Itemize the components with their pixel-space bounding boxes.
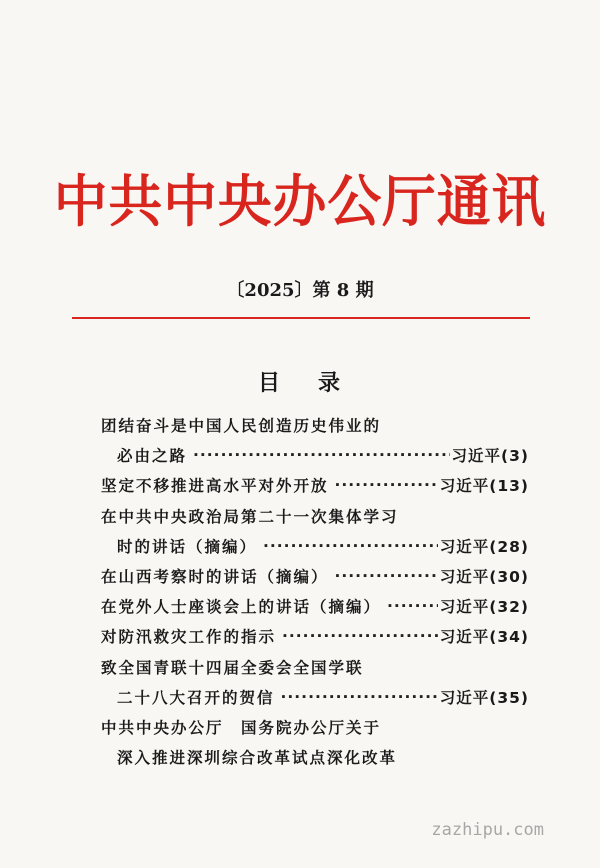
toc-leader-dots (263, 536, 438, 556)
toc-entry (101, 501, 529, 531)
toc-entry-title: 对防汛救灾工作的指示 (101, 628, 277, 647)
masthead-title: 中共中央办公厅通讯 (53, 170, 547, 235)
toc-entry (101, 682, 529, 712)
toc-leader-dots (281, 687, 438, 707)
red-divider (72, 317, 530, 319)
toc-entry-title: 在中共中央政治局第二十一次集体学习 (101, 507, 399, 526)
toc-entry-title: 团结奋斗是中国人民创造历史伟业的 (101, 417, 382, 435)
toc-entry (101, 561, 529, 591)
toc-entry-title: 二十八大召开的贺信 (117, 688, 275, 707)
toc-leader-dots (335, 566, 438, 586)
toc-entry (101, 621, 529, 651)
watermark-text: zazhipu.com (431, 820, 544, 840)
toc-entry-title: 必由之路 (117, 447, 188, 466)
toc-entry-title: 深入推进深圳综合改革试点深化改革 (117, 749, 398, 768)
issue-number: 〔2025〕第 8 期 (226, 280, 374, 301)
toc-entry (101, 712, 529, 742)
toc-entry-title: 致全国青联十四届全委会全国学联 (101, 658, 364, 677)
toc-entry-author-page: 习近平(3) (451, 447, 529, 466)
toc-entry-author-page: 习近平(30) (439, 568, 529, 586)
toc-leader-dots (193, 445, 450, 465)
toc-entry-author-page: 习近平(28) (439, 537, 529, 556)
toc-entry (101, 470, 529, 500)
toc-entry (101, 410, 529, 440)
toc-entry-title: 坚定不移推进高水平对外开放 (101, 477, 329, 496)
toc-entry-title: 在山西考察时的讲话（摘编） (101, 568, 329, 586)
toc-entry-author-page: 习近平(13) (439, 477, 529, 496)
toc-heading-char-1: 目 (257, 371, 282, 396)
toc-entry-title: 在党外人士座谈会上的讲话（摘编） (101, 598, 382, 617)
toc-leader-dots (335, 475, 438, 495)
toc-entry-author-page: 习近平(35) (439, 688, 529, 707)
toc-entry (101, 652, 529, 682)
toc-entry (101, 440, 529, 470)
toc-entry-title: 中共中央办公厅 国务院办公厅关于 (101, 719, 382, 737)
toc-heading-char-2: 录 (318, 371, 343, 396)
toc-entry-author-page: 习近平(34) (439, 628, 529, 647)
toc-leader-dots (282, 626, 438, 646)
toc-entry (101, 591, 529, 621)
toc-heading (0, 366, 600, 397)
toc-entry-title: 时的讲话（摘编） (117, 537, 258, 556)
toc-entry (101, 742, 529, 772)
toc-leader-dots (387, 596, 438, 616)
toc-entry-author-page: 习近平(32) (439, 598, 529, 617)
toc-entry (101, 531, 529, 561)
